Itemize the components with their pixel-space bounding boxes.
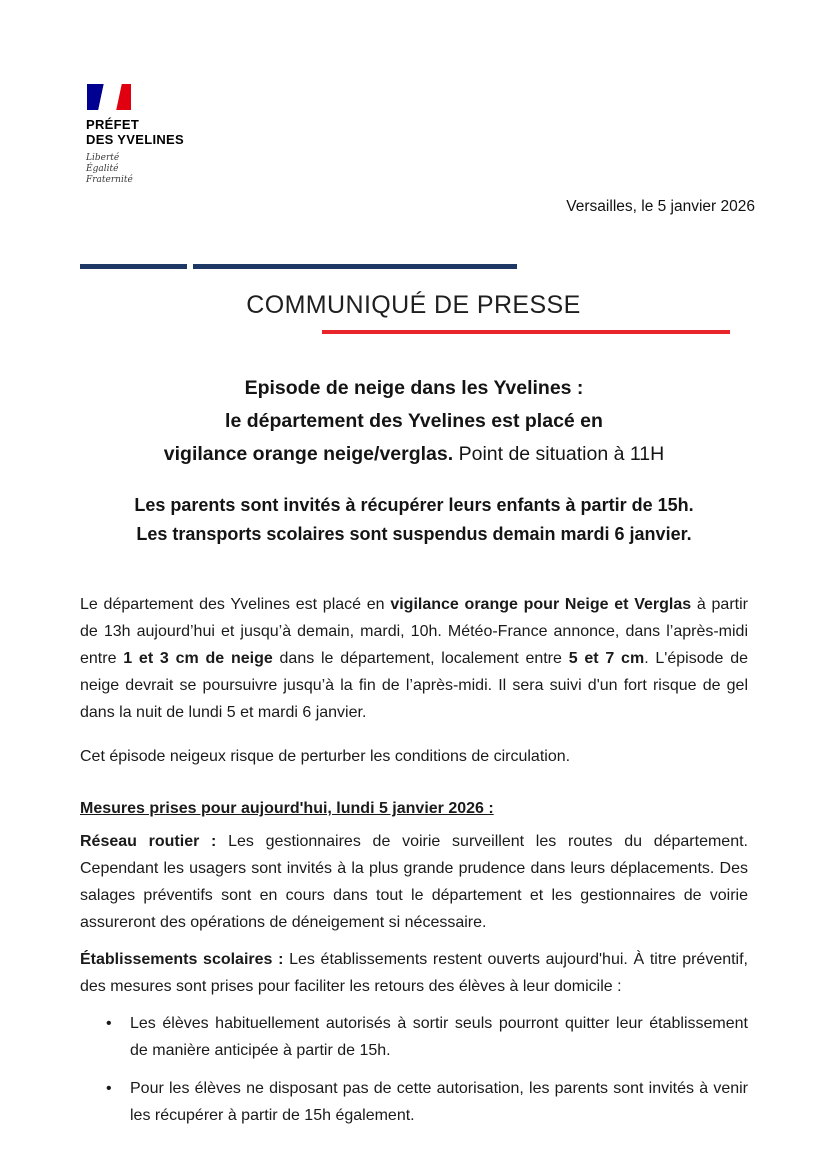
subtitle-line-1: Les parents sont invités à récupérer leurs enfants à partir de 15h. [134,495,694,515]
blue-divider-segment [80,264,187,269]
prefet-logo [86,84,184,186]
motto-egalite: Égalité [86,164,119,174]
bullet-text: Pour les élèves ne disposant pas de cette autorisation, les parents sont invités à venir les récupérer à partir de 15h également. [130,1080,748,1124]
road-label: Réseau routier : [80,833,217,850]
document-body [80,372,748,1129]
road-text: Les gestionnaires de voirie surveillent les routes du département. Cependant les usagers sont invités à la plus grande prudence dans leurs déplacements. Des salages préventifs sont en cours dans tout le département et les gestionnaires de voirie assureront des opérations de déneigement si nécessaire. [80,833,748,931]
press-release-heading: COMMUNIQUÉ DE PRESSE [246,291,581,319]
title-line-2: le département des Yvelines est placé en [225,410,603,432]
motto-fraternite: Fraternité [86,175,133,185]
bullet-item [80,1010,748,1064]
title-line-3-regular: Point de situation à 11H [453,443,665,465]
logo-line-prefet: PRÉFET [86,117,140,132]
red-divider [322,330,730,334]
bullet-list [80,1010,748,1129]
paragraph-circulation: Cet épisode neigeux risque de perturber les conditions de circulation. [80,748,571,765]
logo-institution [86,117,184,147]
title-line-3-bold: vigilance orange neige/verglas. [163,443,454,465]
logo-line-department: DES YVELINES [86,132,185,147]
schools-text: Les établissements restent ouverts aujourd'hui. À titre préventif, des mesures sont prises pour faciliter les retours des élèves à leur domicile : [80,951,749,995]
text-segment-bold: vigilance orange pour Neige et Verglas [390,596,692,613]
text-segment: . L'épisode de neige devrait se poursuivre jusqu’à la fin de l’après-midi. Il sera suivi d'un fort risque de gel dans la nuit de lundi 5 et mardi 6 janvier. [80,650,748,721]
bullet-item [80,1075,748,1129]
text-segment: Le département des Yvelines est placé en [80,596,391,613]
title-line-3 [80,438,748,471]
text-segment-bold: 1 et 3 cm de neige [123,650,273,667]
french-flag-icon [87,84,131,110]
subtitle-block [80,491,748,549]
paragraph-schools [80,946,748,1000]
subtitle-line-2: Les transports scolaires sont suspendus demain mardi 6 janvier. [136,524,692,544]
title-block [80,372,748,471]
title-line-1: Episode de neige dans les Yvelines : [244,377,584,399]
blue-divider-segment [193,264,517,269]
bullet-marker: • [106,1080,112,1097]
text-segment-bold: 5 et 7 cm [568,650,645,667]
french-flag-stripes [87,84,131,110]
bullet-marker: • [106,1015,112,1032]
text-segment: à partir de 13h aujourd’hui et jusqu’à demain, mardi, 10h. Météo-France annonce, dans l’après-midi entre [80,596,748,667]
bullet-text: Les élèves habituellement autorisés à sortir seuls pourront quitter leur établissement de manière anticipée à partir de 15h. [130,1015,748,1059]
schools-label: Établissements scolaires : [80,951,284,968]
motto-liberte: Liberté [86,153,120,163]
blue-divider [80,264,517,269]
logo-motto [86,153,184,186]
paragraph-road [80,828,748,936]
text-segment: dans le département, localement entre [272,650,569,667]
dateline: Versailles, le 5 janvier 2026 [566,198,755,215]
measures-heading: Mesures prises pour aujourd'hui, lundi 5 janvier 2026 : [80,800,494,817]
paragraph-vigilance [80,591,748,726]
